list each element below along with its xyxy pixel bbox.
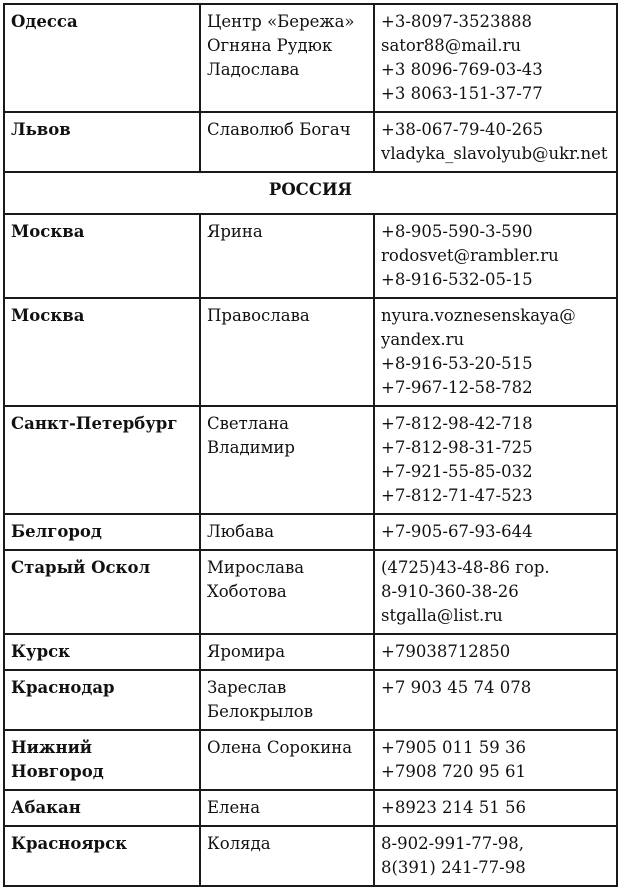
contact-cell [374,826,617,886]
contact-cell [374,4,617,112]
contact-cell [374,112,617,172]
city-cell [4,826,200,886]
person-name: Олена Сорокина [207,738,353,757]
contacts-page [3,3,616,887]
person-cell [200,214,374,298]
person-name: Ярина [207,222,263,241]
contact-cell [374,790,617,826]
person-cell [200,514,374,550]
city-cell [4,730,200,790]
person-cell [200,730,374,790]
contact-line: 8(391) 241-77-98 [381,858,526,877]
contact-line: +7-812-98-31-725 [381,438,533,457]
contact-line: 8-910-360-38-26 [381,582,519,601]
city-name: Белгород [11,522,102,541]
city-cell [4,790,200,826]
contact-line: vladyka_slavolyub@ukr.net [381,144,608,163]
contact-line: sator88@mail.ru [381,36,522,55]
contact-line: +8-916-532-05-15 [381,270,533,289]
person-name: Коляда [207,834,271,853]
city-cell [4,406,200,514]
person-cell [200,298,374,406]
person-name: Зареслав [207,678,287,697]
contact-row [4,406,617,514]
contacts-table [3,3,618,887]
city-cell [4,112,200,172]
city-cell [4,4,200,112]
person-name: Любава [207,522,275,541]
contacts-table-body [4,4,617,886]
contact-line: +7 903 45 74 078 [381,678,532,697]
contact-cell [374,730,617,790]
contact-line: +3-8097-3523888 [381,12,532,31]
contact-line: +79038712850 [381,642,511,661]
contact-row [4,514,617,550]
person-name: Белокрылов [207,702,314,721]
contact-line: +8-916-53-20-515 [381,354,533,373]
contact-cell [374,514,617,550]
contact-row [4,790,617,826]
contact-cell [374,406,617,514]
contact-line: +7-812-98-42-718 [381,414,533,433]
contact-line: +7908 720 95 61 [381,762,527,781]
city-name: Новгород [11,762,104,781]
contact-line: nyura.voznesenskaya@ [381,306,576,325]
city-name: Нижний [11,738,93,757]
contact-line: +3 8096-769-03-43 [381,60,543,79]
person-name: Славолюб Богач [207,120,351,139]
person-name: Центр «Бережа» [207,12,355,31]
contact-line: (4725)43-48-86 гор. [381,558,550,577]
contact-line: +38-067-79-40-265 [381,120,544,139]
contact-row [4,826,617,886]
contact-line: rodosvet@rambler.ru [381,246,559,265]
contact-row [4,112,617,172]
contact-line: +7-905-67-93-644 [381,522,533,541]
city-cell [4,550,200,634]
person-cell [200,826,374,886]
person-cell [200,406,374,514]
contact-row [4,214,617,298]
person-cell [200,634,374,670]
contact-cell [374,214,617,298]
contact-line: +8923 214 51 56 [381,798,527,817]
city-name: Красноярск [11,834,128,853]
person-name: Ладослава [207,60,300,79]
person-name: Яромира [207,642,286,661]
city-name: Старый Оскол [11,558,151,577]
person-name: Светлана [207,414,289,433]
city-cell [4,214,200,298]
contact-line: stgalla@list.ru [381,606,503,625]
contact-row [4,550,617,634]
contact-line: +3 8063-151-37-77 [381,84,543,103]
contact-line: +8-905-590-3-590 [381,222,533,241]
contact-cell [374,550,617,634]
city-name: Краснодар [11,678,115,697]
contact-line: 8-902-991-77-98, [381,834,525,853]
contact-line: +7-812-71-47-523 [381,486,533,505]
contact-line: +7-921-55-85-032 [381,462,533,481]
person-cell [200,670,374,730]
section-heading-row [4,172,617,214]
contact-cell [374,298,617,406]
person-name: Владимир [207,438,295,457]
person-name: Хоботова [207,582,287,601]
city-cell [4,634,200,670]
contact-row [4,298,617,406]
contact-cell [374,670,617,730]
city-name: Санкт-Петербург [11,414,178,433]
person-cell [200,550,374,634]
city-name: Курск [11,642,71,661]
contact-row [4,634,617,670]
city-name: Львов [11,120,71,139]
person-name: Мирослава [207,558,305,577]
person-cell [200,112,374,172]
city-cell [4,670,200,730]
city-name: Москва [11,222,85,241]
contact-line: +7905 011 59 36 [381,738,527,757]
city-cell [4,298,200,406]
contact-cell [374,634,617,670]
section-heading: РОССИЯ [4,172,617,214]
person-name: Православа [207,306,310,325]
person-cell [200,4,374,112]
contact-row [4,730,617,790]
person-name: Огняна Рудюк [207,36,333,55]
city-name: Одесса [11,12,78,31]
city-cell [4,514,200,550]
person-name: Елена [207,798,261,817]
contact-row [4,670,617,730]
contact-row [4,4,617,112]
city-name: Москва [11,306,85,325]
contact-line: +7-967-12-58-782 [381,378,533,397]
contact-line: yandex.ru [381,330,465,349]
person-cell [200,790,374,826]
city-name: Абакан [11,798,81,817]
